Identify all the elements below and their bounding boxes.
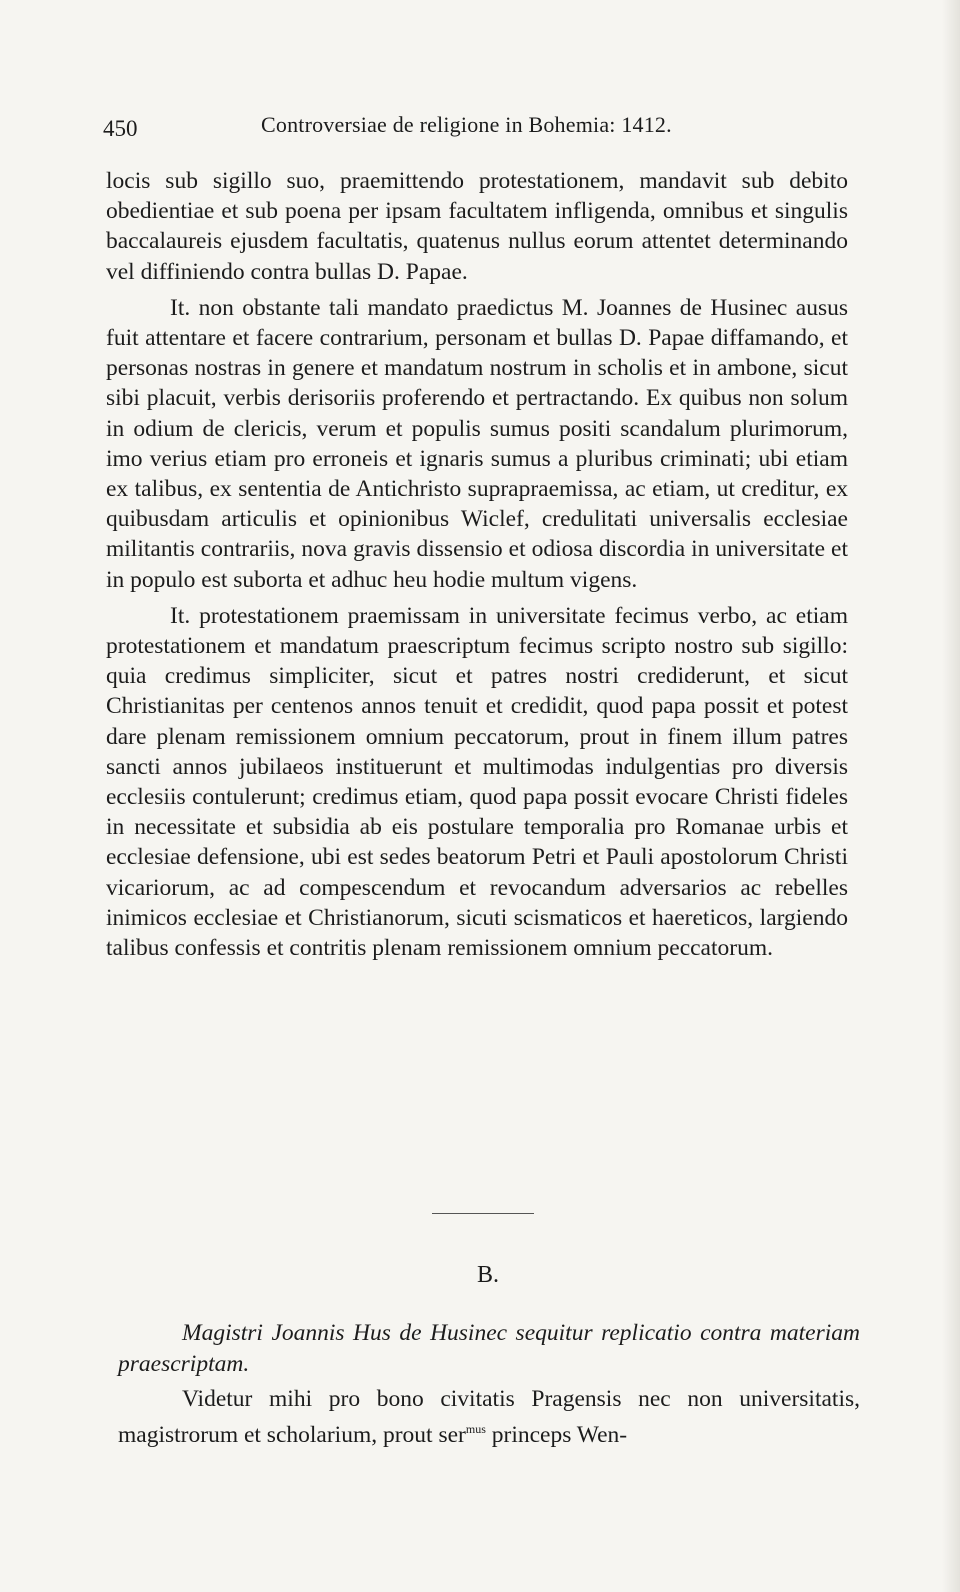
paragraph-3: It. protestationem praemissam in universitate fecimus verbo, ac etiam protestationem et mandatum praescriptum fecimus scripto nostro sub sigillo: quia credimus simpliciter, sicut et patres nostri crediderunt, et sicut Christianitas per centenos annos tenuit et credidit, quod papa possit et potest dare plenam remissionem omnium peccatorum, prout in finem illum patres sancti annos jubilaeos instituerunt et multimodas indulgentias pro diversis ecclesiis contulerunt; credimus etiam, quod papa possit evocare Christi fideles in necessitate et subsidia ab eis postulare temporalia pro Romanae urbis et ecclesiae defensione, ubi est sedes beatorum Petri et Pauli apostolorum Christi vicariorum, ac ad compescendum et revocandum adversarios ac rebelles inimicos ecclesiae et Christianorum, sicuti scismaticos et haereticos, largiendo talibus confessis et contritis plenam remissionem omnium peccatorum. <box>106 602 848 962</box>
paragraph-2: It. non obstante tali mandato praedictus M. Joannes de Husinec ausus fuit attentare et facere contrarium, personam et bullas D. Papae diffamando, et personas nostras in genere et mandatum nostrum in scholis et in ambone, sicut sibi placuit, verbis derisoriis proferendo et pertractando. Ex quibus non solum in odium de clericis, verum et populis sumus positi scandalum plurimorum, imo verius etiam pro erroneis et ignaris sumus a pluribus criminati; ubi etiam ex talibus, ex sententia de Antichristo suprapraemissa, ac etiam, ut creditur, ex quibusdam articulis et opinionibus Wiclef, credulitati universalis ecclesiae militantis contrariis, nova gravis dissensio et odiosa discordia in universitate et in populo est suborta et adhuc heu hodie multum vigens. <box>106 294 848 593</box>
section-heading: Magistri Joannis Hus de Husinec sequitur replicatio contra materiam praescriptam. <box>118 1320 860 1377</box>
page-header <box>103 112 703 142</box>
running-title: Controversiae de religione in Bohemia: 1412. <box>261 112 672 137</box>
page-number: 450 <box>103 116 138 141</box>
superscript: mus <box>465 1422 486 1437</box>
section-b <box>118 1318 860 1456</box>
section-b-paragraph <box>118 1384 860 1450</box>
main-text <box>106 166 848 969</box>
page-edge-shadow <box>942 0 960 1592</box>
section-b-text-start: Videtur mihi pro bono civitatis Pragensis nec non universitatis, magistrorum et scholarium, prout ser <box>118 1386 860 1449</box>
paragraph-1: locis sub sigillo suo, praemittendo protestationem, mandavit sub debito obedientiae et sub poena per ipsam facultatem infligenda, omnibus et singulis baccalaureis ejusdem facultatis, quatenus nullus eorum attentet determinando vel diffiniendo contra bullas D. Papae. <box>106 168 848 285</box>
section-divider <box>432 1213 534 1214</box>
section-letter: B. <box>477 1262 500 1288</box>
section-b-text-end: princeps Wen- <box>485 1422 628 1449</box>
